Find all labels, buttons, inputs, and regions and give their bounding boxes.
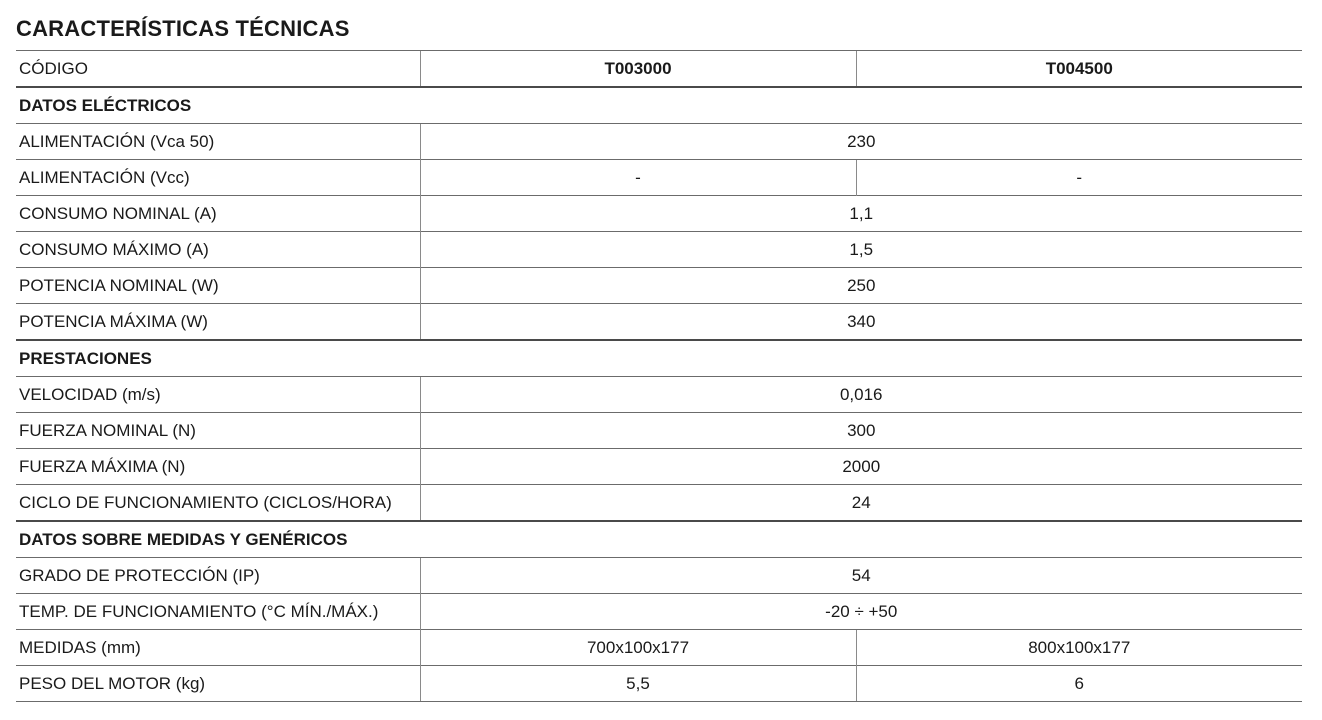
section-header-row bbox=[16, 521, 1302, 558]
spec-value: 1,1 bbox=[420, 196, 1302, 232]
spec-label: GRADO DE PROTECCIÓN (IP) bbox=[16, 558, 420, 594]
spec-value-t004500: 800x100x177 bbox=[856, 630, 1302, 666]
spec-table-body bbox=[16, 51, 1302, 702]
spec-label: CONSUMO MÁXIMO (A) bbox=[16, 232, 420, 268]
spec-value-t003000: 5,5 bbox=[420, 666, 856, 702]
table-row bbox=[16, 485, 1302, 522]
section-title: DATOS SOBRE MEDIDAS Y GENÉRICOS bbox=[16, 521, 1302, 558]
spec-label: ALIMENTACIÓN (Vca 50) bbox=[16, 124, 420, 160]
table-row bbox=[16, 160, 1302, 196]
spec-label: POTENCIA MÁXIMA (W) bbox=[16, 304, 420, 341]
spec-value: 340 bbox=[420, 304, 1302, 341]
spec-label: VELOCIDAD (m/s) bbox=[16, 377, 420, 413]
section-header-row bbox=[16, 87, 1302, 124]
table-row bbox=[16, 268, 1302, 304]
table-row bbox=[16, 124, 1302, 160]
spec-value-t003000: 700x100x177 bbox=[420, 630, 856, 666]
code-t003000: T003000 bbox=[420, 51, 856, 88]
spec-value-t004500: 6 bbox=[856, 666, 1302, 702]
spec-label: FUERZA MÁXIMA (N) bbox=[16, 449, 420, 485]
table-row bbox=[16, 630, 1302, 666]
spec-label: MEDIDAS (mm) bbox=[16, 630, 420, 666]
table-row bbox=[16, 449, 1302, 485]
table-row bbox=[16, 304, 1302, 341]
spec-value: 230 bbox=[420, 124, 1302, 160]
spec-label: FUERZA NOMINAL (N) bbox=[16, 413, 420, 449]
spec-label: TEMP. DE FUNCIONAMIENTO (°C MÍN./MÁX.) bbox=[16, 594, 420, 630]
code-label: CÓDIGO bbox=[16, 51, 420, 88]
section-header-row bbox=[16, 340, 1302, 377]
section-title: DATOS ELÉCTRICOS bbox=[16, 87, 1302, 124]
spec-value: -20 ÷ +50 bbox=[420, 594, 1302, 630]
table-row bbox=[16, 666, 1302, 702]
spec-label: POTENCIA NOMINAL (W) bbox=[16, 268, 420, 304]
spec-value: 24 bbox=[420, 485, 1302, 522]
table-row bbox=[16, 558, 1302, 594]
spec-value: 54 bbox=[420, 558, 1302, 594]
spec-value-t003000: - bbox=[420, 160, 856, 196]
spec-label: PESO DEL MOTOR (kg) bbox=[16, 666, 420, 702]
table-row bbox=[16, 594, 1302, 630]
spec-sheet bbox=[16, 8, 1302, 702]
spec-label: CICLO DE FUNCIONAMIENTO (CICLOS/HORA) bbox=[16, 485, 420, 522]
table-row bbox=[16, 413, 1302, 449]
spec-table bbox=[16, 50, 1302, 702]
spec-value: 2000 bbox=[420, 449, 1302, 485]
spec-value: 300 bbox=[420, 413, 1302, 449]
table-header-row bbox=[16, 51, 1302, 88]
spec-value: 1,5 bbox=[420, 232, 1302, 268]
spec-label: CONSUMO NOMINAL (A) bbox=[16, 196, 420, 232]
spec-label: ALIMENTACIÓN (Vcc) bbox=[16, 160, 420, 196]
code-t004500: T004500 bbox=[856, 51, 1302, 88]
table-row bbox=[16, 377, 1302, 413]
table-row bbox=[16, 232, 1302, 268]
spec-value-t004500: - bbox=[856, 160, 1302, 196]
spec-value: 0,016 bbox=[420, 377, 1302, 413]
page-title: CARACTERÍSTICAS TÉCNICAS bbox=[16, 16, 350, 41]
section-title: PRESTACIONES bbox=[16, 340, 1302, 377]
spec-value: 250 bbox=[420, 268, 1302, 304]
table-row bbox=[16, 196, 1302, 232]
